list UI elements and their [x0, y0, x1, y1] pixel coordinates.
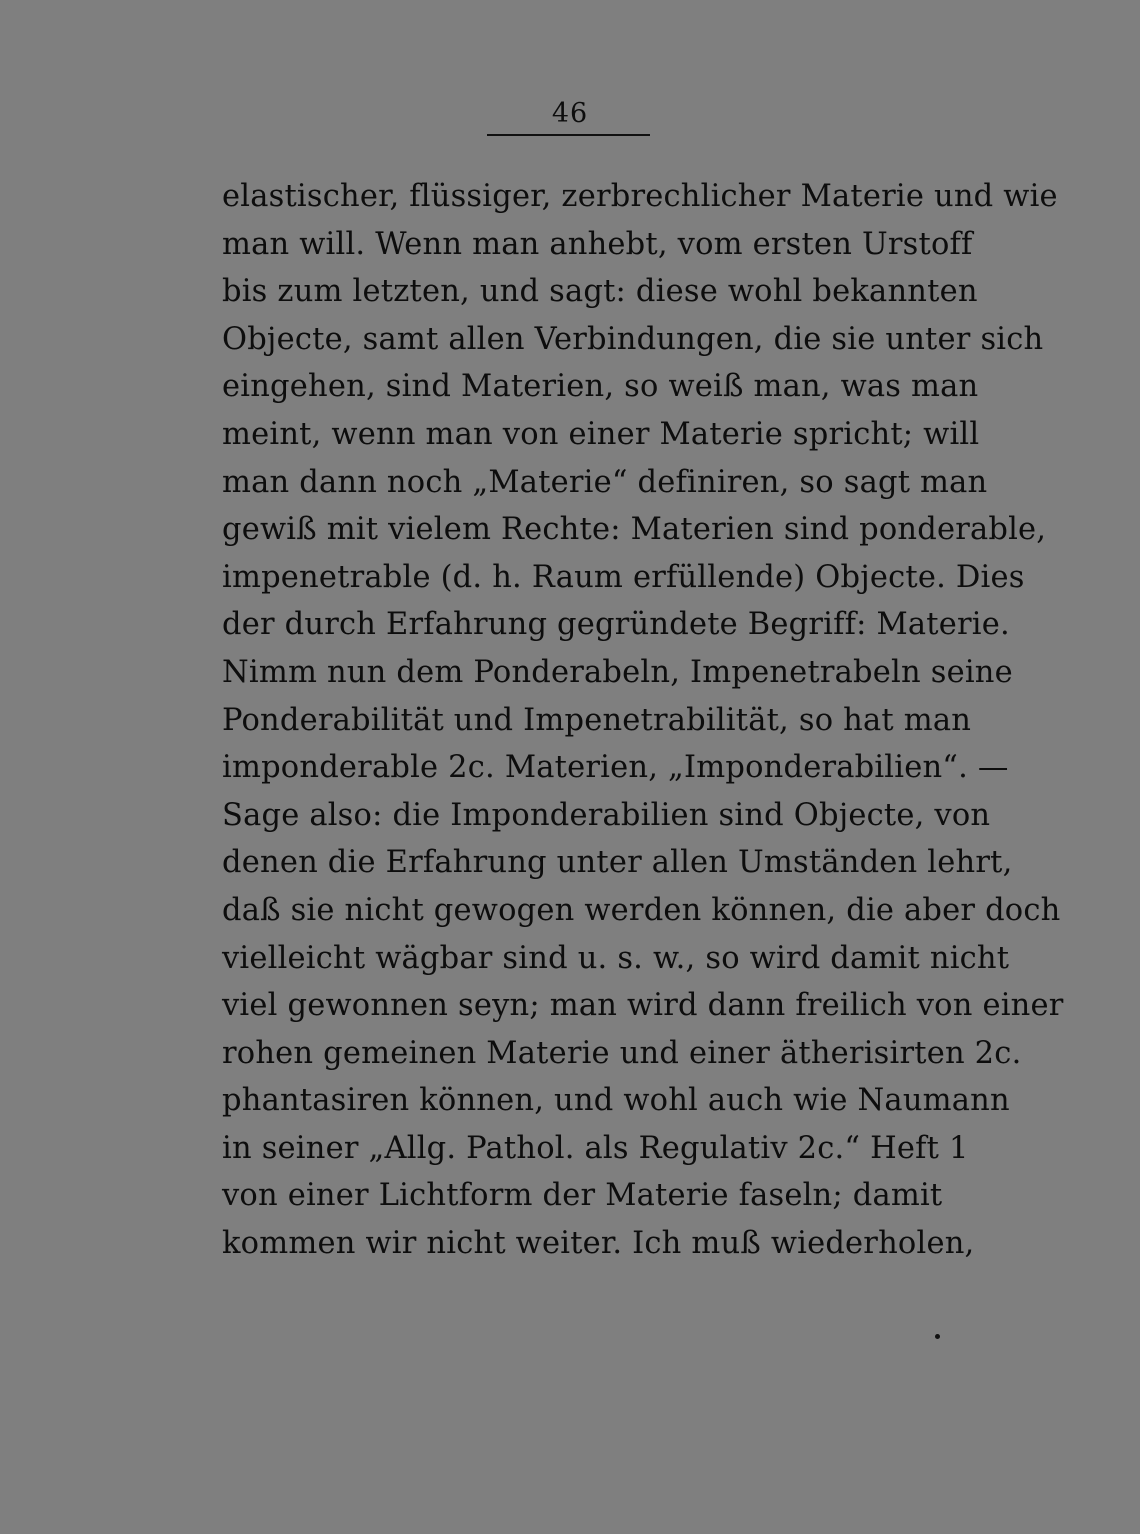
text-line: eingehen, sind Materien, so weiß man, was man	[222, 369, 979, 405]
header-rule	[487, 134, 650, 136]
text-line: man will. Wenn man anhebt, vom ersten Urstoff	[222, 226, 973, 262]
text-line: bis zum letzten, und sagt: diese wohl bekannten	[222, 274, 978, 310]
text-line: Nimm nun dem Ponderabeln, Impenetrabeln seine	[222, 654, 1013, 690]
text-line: viel gewonnen seyn; man wird dann freilich von einer	[222, 988, 1064, 1024]
text-line: phantasiren können, und wohl auch wie Naumann	[222, 1083, 1010, 1119]
text-line: daß sie nicht gewogen werden können, die aber doch	[222, 892, 1061, 928]
text-line: rohen gemeinen Materie und einer ätherisirten 2c.	[222, 1035, 1022, 1071]
text-line: Sage also: die Imponderabilien sind Objecte, von	[222, 797, 991, 833]
text-line: Ponderabilität und Impenetrabilität, so hat man	[222, 702, 972, 738]
text-line: gewiß mit vielem Rechte: Materien sind ponderable,	[222, 512, 1047, 548]
text-line: der durch Erfahrung gegründete Begriff: Materie.	[222, 607, 1010, 643]
stray-print-mark	[935, 1334, 940, 1339]
text-line: von einer Lichtform der Materie faseln; damit	[222, 1178, 943, 1214]
text-line: in seiner „Allg. Pathol. als Regulativ 2c.“ Heft 1	[222, 1130, 969, 1166]
body-text	[222, 173, 1064, 1268]
text-line: Objecte, samt allen Verbindungen, die sie unter sich	[222, 321, 1044, 357]
page-number: 46	[551, 98, 589, 129]
text-line: vielleicht wägbar sind u. s. w., so wird damit nicht	[222, 940, 1010, 976]
text-line: meint, wenn man von einer Materie spricht; will	[222, 416, 980, 452]
text-line: impenetrable (d. h. Raum erfüllende) Objecte. Dies	[222, 559, 1025, 595]
text-line: kommen wir nicht weiter. Ich muß wiederholen,	[222, 1226, 975, 1262]
text-line: imponderable 2c. Materien, „Imponderabilien“. —	[222, 750, 1009, 786]
text-line: denen die Erfahrung unter allen Umständen lehrt,	[222, 845, 1013, 881]
text-line: elastischer, flüssiger, zerbrechlicher Materie und wie	[222, 179, 1058, 214]
text-line: man dann noch „Materie“ definiren, so sagt man	[222, 464, 988, 500]
